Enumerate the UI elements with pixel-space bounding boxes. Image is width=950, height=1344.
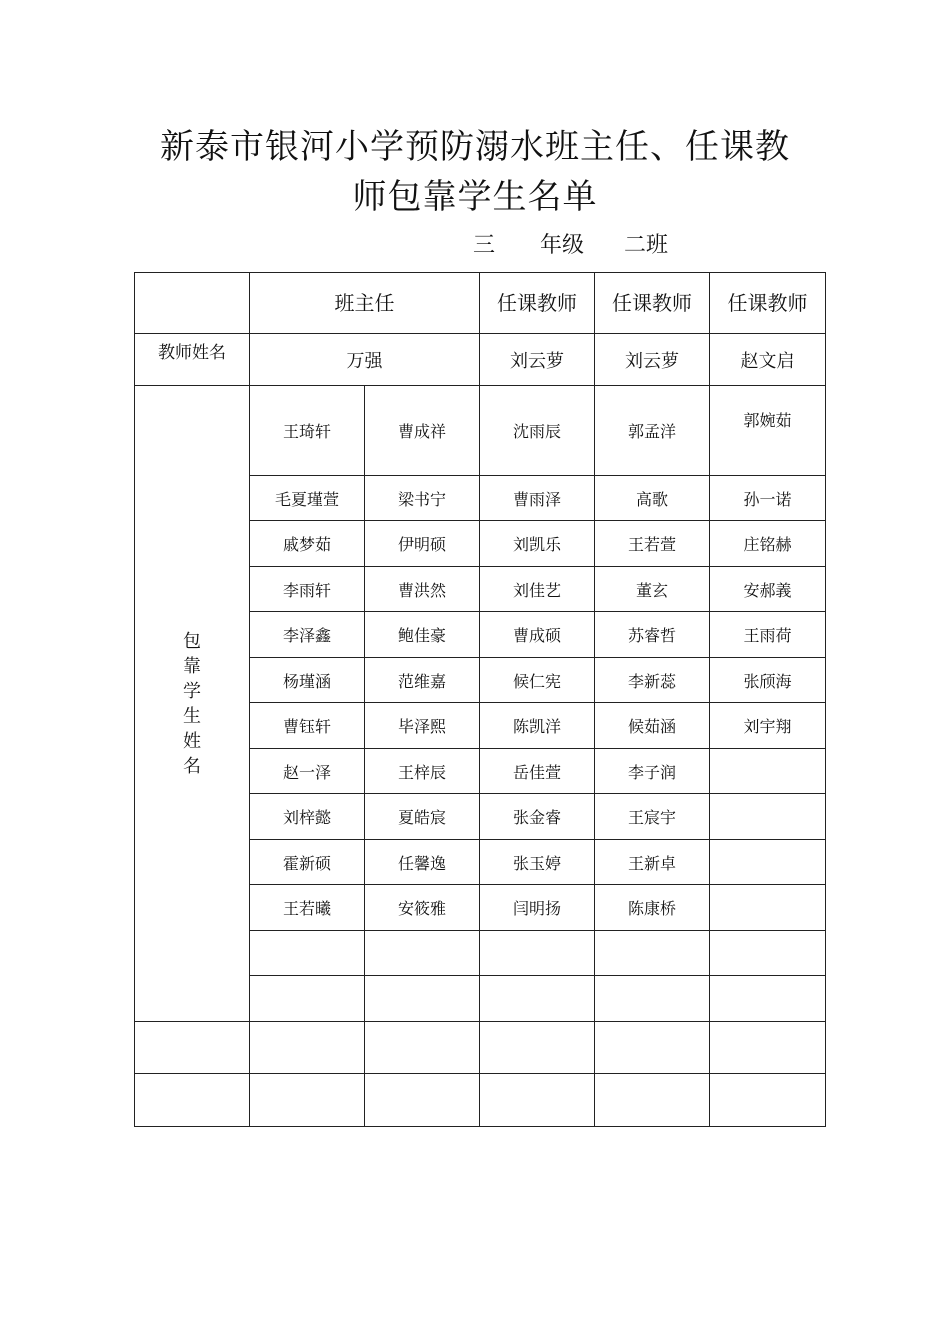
student-cell: 张颀海: [710, 658, 826, 703]
blank-cell: [135, 1022, 250, 1074]
blank-cell: [250, 1074, 365, 1127]
blank-cell: [595, 1022, 710, 1074]
student-cell: 岳佳萱: [480, 749, 595, 794]
student-cell: 陈凯洋: [480, 703, 595, 749]
student-cell: [595, 976, 710, 1022]
teacher-name-1: 刘云萝: [480, 334, 595, 386]
grade-number: 三: [473, 233, 496, 258]
blank-cell: [135, 1074, 250, 1127]
student-cell: 曹成硕: [480, 612, 595, 658]
student-cell: 曹钰轩: [250, 703, 365, 749]
teacher-name-head: 万强: [250, 334, 480, 386]
blank-cell: [710, 1074, 826, 1127]
student-label-char: 学: [183, 680, 201, 702]
page-title-line-1: 新泰市银河小学预防溺水班主任、任课教: [160, 127, 790, 167]
student-cell: 安筱雅: [365, 885, 480, 931]
student-cell: 范维嘉: [365, 658, 480, 703]
student-cell: 高歌: [595, 476, 710, 521]
student-cell: 王若曦: [250, 885, 365, 931]
student-cell: 鲍佳豪: [365, 612, 480, 658]
student-cell: [710, 976, 826, 1022]
header-subject-teacher-2: 任课教师: [595, 273, 710, 334]
student-cell: 孙一诺: [710, 476, 826, 521]
blank-cell: [365, 1074, 480, 1127]
student-cell: [710, 931, 826, 976]
student-cell: 王梓辰: [365, 749, 480, 794]
corner-cell: [135, 273, 250, 334]
student-cell: 董玄: [595, 567, 710, 612]
student-cell: [710, 840, 826, 885]
blank-row: [135, 1022, 826, 1074]
student-label-char: 靠: [183, 655, 201, 677]
student-cell: 张金睿: [480, 794, 595, 840]
header-subject-teacher-1: 任课教师: [480, 273, 595, 334]
blank-cell: [480, 1022, 595, 1074]
student-cell: 毛夏瑾萱: [250, 476, 365, 521]
student-cell: [595, 931, 710, 976]
student-cell: [365, 931, 480, 976]
blank-cell: [250, 1022, 365, 1074]
student-cell: 李泽鑫: [250, 612, 365, 658]
student-cell: 刘宇翔: [710, 703, 826, 749]
student-cell: 王新卓: [595, 840, 710, 885]
student-cell: 刘佳艺: [480, 567, 595, 612]
student-cell: 候仁宪: [480, 658, 595, 703]
student-cell: 刘凯乐: [480, 521, 595, 567]
student-cell: 王若萱: [595, 521, 710, 567]
header-row: [135, 273, 826, 334]
class-name: 二班: [624, 233, 669, 258]
student-cell: 曹雨泽: [480, 476, 595, 521]
student-cell: 李雨轩: [250, 567, 365, 612]
blank-cell: [710, 1022, 826, 1074]
student-cell: 庄铭赫: [710, 521, 826, 567]
student-label-char: 包: [183, 630, 201, 652]
student-cell: 梁书宁: [365, 476, 480, 521]
student-cell: 刘梓懿: [250, 794, 365, 840]
teacher-name-3: 赵文启: [710, 334, 826, 386]
student-cell: 张玉婷: [480, 840, 595, 885]
student-row: [135, 386, 826, 476]
student-cell: 苏睿哲: [595, 612, 710, 658]
student-cell: 郭孟洋: [595, 386, 710, 476]
student-cell: [365, 976, 480, 1022]
student-cell: 安郝義: [710, 567, 826, 612]
header-head-teacher: 班主任: [250, 273, 480, 334]
blank-cell: [480, 1074, 595, 1127]
student-cell: [250, 976, 365, 1022]
student-cell: [250, 931, 365, 976]
student-cell: 李子润: [595, 749, 710, 794]
grade-label: 年级: [540, 233, 585, 258]
header-subject-teacher-3: 任课教师: [710, 273, 826, 334]
student-cell: 沈雨辰: [480, 386, 595, 476]
student-cell: [480, 931, 595, 976]
student-cell: [710, 794, 826, 840]
student-label-char: 生: [183, 705, 201, 727]
page-title-line-2: 师包靠学生名单: [352, 177, 598, 217]
teacher-name-label: 教师姓名: [135, 334, 250, 386]
teacher-name-2: 刘云萝: [595, 334, 710, 386]
student-cell: 赵一泽: [250, 749, 365, 794]
student-cell: 夏皓宸: [365, 794, 480, 840]
blank-row: [135, 1074, 826, 1127]
student-cell: 毕泽熙: [365, 703, 480, 749]
student-label-char: 姓: [183, 730, 201, 752]
student-cell: 霍新硕: [250, 840, 365, 885]
blank-cell: [595, 1074, 710, 1127]
student-cell: [480, 976, 595, 1022]
student-cell: 曹成祥: [365, 386, 480, 476]
student-cell: 王雨荷: [710, 612, 826, 658]
blank-cell: [365, 1022, 480, 1074]
student-cell: 郭婉茹: [710, 386, 826, 476]
student-name-label: [135, 386, 250, 1022]
student-cell: 伊明硕: [365, 521, 480, 567]
student-label-char: 名: [183, 755, 201, 777]
student-cell: 王琦轩: [250, 386, 365, 476]
student-cell: 李新蕊: [595, 658, 710, 703]
student-cell: 任馨逸: [365, 840, 480, 885]
student-cell: 陈康桥: [595, 885, 710, 931]
student-cell: 戚梦茹: [250, 521, 365, 567]
student-cell: 候茹涵: [595, 703, 710, 749]
teacher-row: [135, 334, 826, 386]
student-cell: 曹洪然: [365, 567, 480, 612]
roster-table: [134, 272, 826, 1127]
student-cell: 杨瑾涵: [250, 658, 365, 703]
student-cell: 王宸宇: [595, 794, 710, 840]
student-cell: [710, 885, 826, 931]
student-cell: 闫明扬: [480, 885, 595, 931]
student-cell: [710, 749, 826, 794]
